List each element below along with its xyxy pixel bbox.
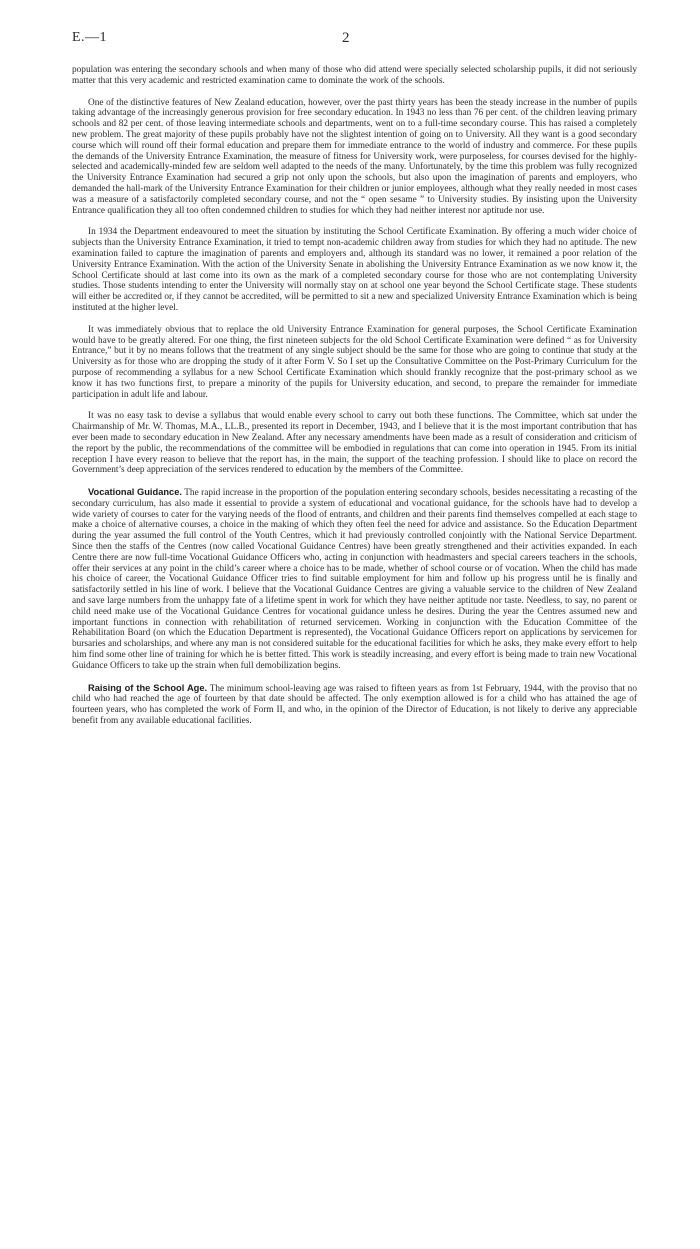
section-raising-school-age (72, 683, 637, 727)
section-vocational-guidance (72, 487, 637, 672)
paragraph-committee-report: It was no easy task to devise a syllabus that would enable every school to carry out both these functions. The Committee, which sat under the Chairmanship of Mr. W. Thomas, M.A., LL.B., presented its report in December, 1943, and I believe that it is the most important contribution that has ever been made to secondary education in New Zealand. After any necessary amendments have been made as a result of consideration and criticism of the report by the public, the recommendations of the committee will be embodied in regulations that can come into operation in 1945. From its initial reception I have every reason to believe that the report has, in the main, the support of the teaching profession. I should like to place on record the Government’s deep appreciation of the services rendered to education by the members of the Committee. (72, 411, 637, 476)
body-text (72, 65, 637, 738)
paragraph-continuation: population was entering the secondary schools and when many of those who did attend were specially selected scholarship pupils, it did not seriously matter that this very academic and restricted examination came to dominate the work of the schools. (72, 65, 637, 86)
page-header (72, 30, 632, 48)
paragraph-secondary-increase: One of the distinctive features of New Zealand education, however, over the past thirty years has been the steady increase in the number of pupils taking advantage of the increasingly generous provision for free secondary education. In 1943 no less than 76 per cent. of the children leaving primary schools and 82 per cent. of those leaving intermediate schools and departments, went on to a full-time secondary course. This has raised a completely new problem. The great majority of these pupils probably have not the slightest intention of going on to University. All they want is a good secondary course which will round off their formal education and prepare them for immediate entrance to the world of industry and commerce. For these pupils the demands of the University Entrance Examination, the measure of fitness for University work, were purposeless, for courses devised for the highly-selected and academically-minded few are seldom well adapted to the needs of the many. Unfortunately, by the time this problem was fully recognized the University Entrance Examination had secured a grip not only upon the schools, but also upon the imagination of parents and employers, who demanded the hall-mark of the University Entrance Examination for their children or junior employees, although what they really needed in most cases was a measure of a satisfactorily completed secondary course, and not the “ open sesame ” to University studies. By insisting upon the University Entrance qualification they all too often condemned children to studies for which they had neither interest nor aptitude nor use. (72, 97, 637, 216)
paragraph-consultative-committee: It was immediately obvious that to replace the old University Entrance Examination for general purposes, the School Certificate Examination would have to be greatly altered. For one thing, the first nineteen subjects for the old School Certificate Examination were defined “ as for University Entrance,” but it by no means follows that the treatment of any single subject should be the same for those who are going to continue that study at the University as for those who are dropping the study of it after Form V. So I set up the Consultative Committee on the Post-Primary Curriculum for the purpose of recommending a syllabus for a new School Certificate Examination which should frankly recognize that the post-primary school as we know it has two functions first, to prepare a minority of the pupils for University education, and second, to prepare the remainder for immediate participation in adult life and labour. (72, 324, 637, 400)
section-text: The rapid increase in the proportion of the population entering secondary schools, besides necessitating a recasting of the secondary curriculum, has also made it essential to provide a system of educational and vocational guidance, for the schools have had to develop a wide variety of courses to cater for the varying needs of the flood of entrants, and children and their parents find themselves compelled at each stage to make a choice of alternative courses, a choice in the making of which they often feel the need for advice and assistance. So the Education Department during the year assumed the full control of the Youth Centres, which it had previously controlled conjointly with the National Service Department. Since then the staffs of the Centres (now called Vocational Guidance Centres) have been greatly strengthened and their activities expanded. In each Centre there are now full-time Vocational Guidance Officers who, acting in conjunction with headmasters and special careers teachers in the schools, offer their services at any point in the child’s career where a choice has to be made, whether of school course or of vocation. When the child has made his choice of career, the Vocational Guidance Officer tries to find suitable employment for him and follow up his progress until he is finally and satisfactorily settled in his line of work. I believe that the Vocational Guidance Centres are giving a valuable service to the children of New Zealand and save large numbers from the unhappy fate of a lifetime spent in work for which they have neither aptitude nor taste. Needless, to say, no parent or child need make use of the Vocational Guidance Centres for vocational guidance unless he desires. During the year the Centres assumed new and important functions in connection with rehabilitation of returned servicemen. Working in conjunction with the Education Committee of the Rehabilitation Board (on which the Education Department is represented), the Vocational Guidance Officers report on applications by servicemen for bursaries and scholarships, and where any man is not considered suitable for the educational facilities for which he asks, they make every effort to help him find some other line of training for which he is better fitted. This work is steadily increasing, and every effort is being made to train new Vocational Guidance Officers to take up the strain when full demobilization begins. (72, 488, 637, 671)
section-heading: Vocational Guidance. (88, 487, 182, 498)
page-number: 2 (342, 30, 350, 46)
section-heading: Raising of the School Age. (88, 682, 208, 693)
paragraph-school-certificate: In 1934 the Department endeavoured to meet the situation by instituting the School Certificate Examination. By offering a much wider choice of subjects than the University Entrance Examination, it tried to tempt non-academic children away from studies for which they had no aptitude. The new examination failed to capture the imagination of parents and employers and, although its standard was no lower, it remained a poor relation of the University Entrance Examination. With the action of the University Senate in abolishing the University Entrance Examination as we now know it, the School Certificate should at last come into its own as the mark of a completed secondary course for those who are not contemplating University studies. Those students intending to enter the University will normally stay on at school one year beyond the School Certificate stage. These students will either be accredited or, if they cannot be accredited, will be permitted to sit a new and specialized University Entrance Examination which is being instituted at the higher level. (72, 227, 637, 313)
section-text: The minimum school-leaving age was raised to fifteen years as from 1st February, 1944, with the proviso that no child who had reached the age of fourteen by that date should be affected. The only exemption allowed is for a child who has attained the age of fourteen years, who has completed the work of Form II, and who, in the opinion of the Director of Education, is not likely to derive any appreciable benefit from any available educational facilities. (72, 683, 637, 727)
document-code: E.—1 (72, 30, 108, 45)
